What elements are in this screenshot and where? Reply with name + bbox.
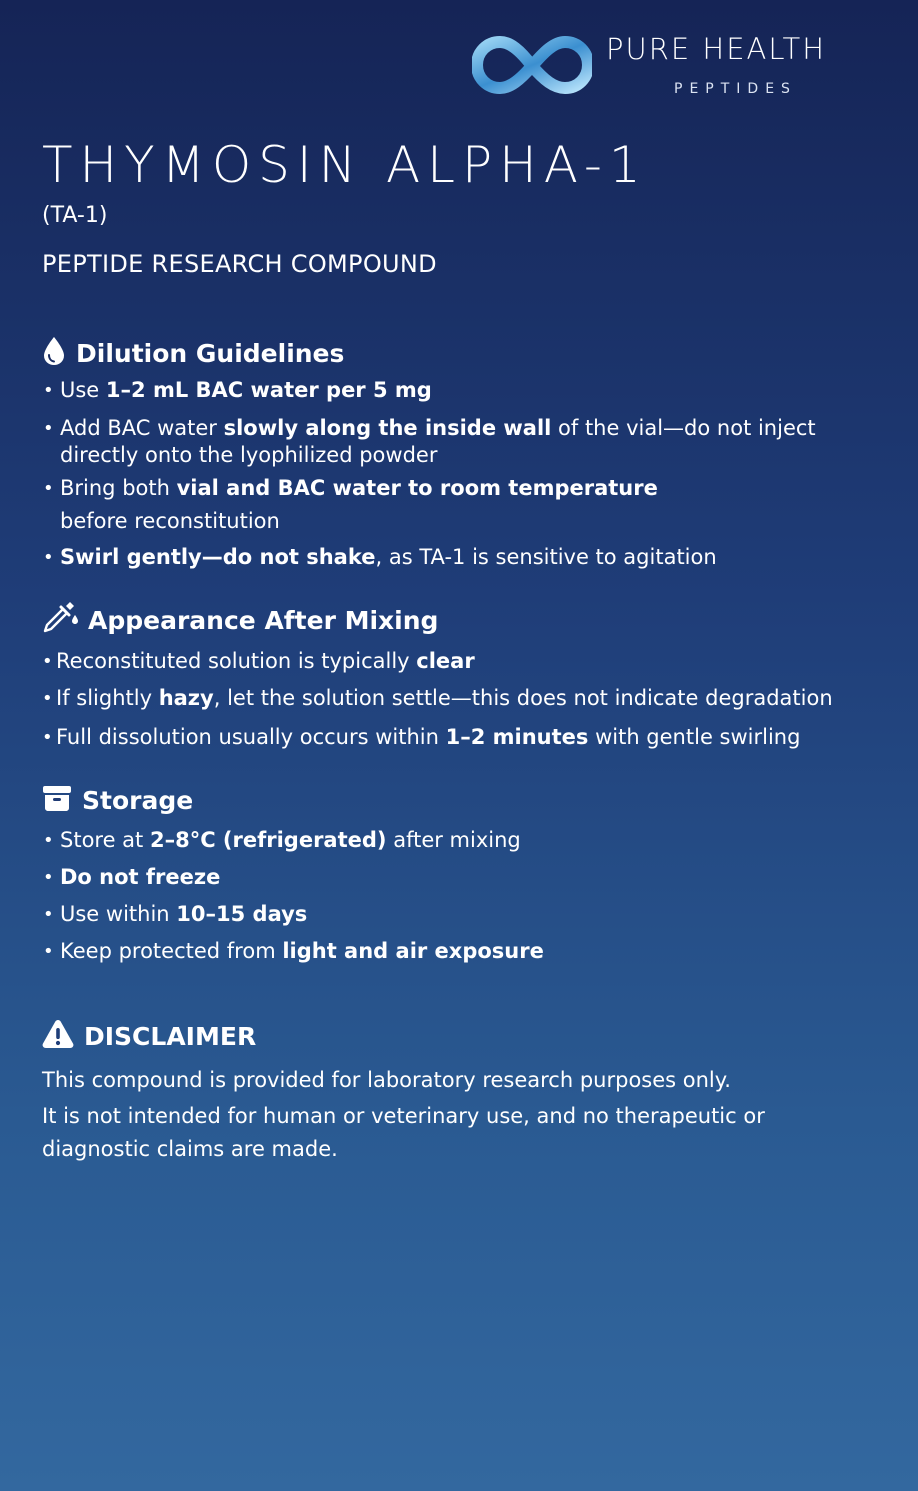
disclaimer-line: It is not intended for human or veterinary use, and no therapeutic or xyxy=(42,1104,765,1128)
list-item: • Swirl gently—do not shake, as TA-1 is sensitive to agitation xyxy=(60,544,880,571)
list-item: • Bring both vial and BAC water to room temperature before reconstitution xyxy=(60,475,880,535)
product-subtitle: PEPTIDE RESEARCH COMPOUND xyxy=(42,250,437,278)
storage-section xyxy=(42,783,882,963)
brand-subtitle: PEPTIDES xyxy=(674,81,797,97)
disclaimer-line: diagnostic claims are made. xyxy=(42,1137,338,1161)
dilution-section xyxy=(42,336,882,569)
disclaimer-section xyxy=(42,1019,882,1161)
list-item: • Store at 2–8°C (refrigerated) after mixing xyxy=(60,827,880,854)
list-item: • Keep protected from light and air exposure xyxy=(60,938,880,965)
pipette-icon xyxy=(42,602,78,638)
disclaimer-line: This compound is provided for laboratory research purposes only. xyxy=(42,1068,731,1092)
list-item: • Use 1–2 mL BAC water per 5 mg xyxy=(60,377,880,404)
brand-name: PURE HEALTH xyxy=(606,32,827,66)
dilution-header xyxy=(42,336,882,370)
storage-header xyxy=(42,783,882,817)
appearance-section xyxy=(42,603,882,749)
droplet-icon xyxy=(42,336,66,370)
storage-box-icon xyxy=(42,784,72,816)
appearance-title: Appearance After Mixing xyxy=(88,605,439,635)
product-title: THYMOSIN ALPHA-1 xyxy=(42,136,648,194)
brand-logo xyxy=(472,30,882,102)
disclaimer-title: DISCLAIMER xyxy=(84,1021,257,1051)
list-item: • Use within 10–15 days xyxy=(60,901,880,928)
list-item: • Do not freeze xyxy=(60,864,880,891)
storage-title: Storage xyxy=(82,785,194,815)
list-item: • Add BAC water slowly along the inside wall of the vial—do not inject directly onto the lyophilized powder xyxy=(60,415,880,469)
warning-icon xyxy=(42,1019,74,1053)
infinity-logo-icon xyxy=(472,30,592,102)
disclaimer-header xyxy=(42,1019,882,1053)
dilution-title: Dilution Guidelines xyxy=(76,338,345,368)
list-item: • Reconstituted solution is typically clear xyxy=(56,648,876,675)
appearance-header xyxy=(42,603,882,637)
product-abbreviation: (TA-1) xyxy=(42,203,108,228)
list-item: • If slightly hazy, let the solution settle—this does not indicate degradation xyxy=(56,685,876,712)
list-item: • Full dissolution usually occurs within 1–2 minutes with gentle swirling xyxy=(56,724,876,751)
